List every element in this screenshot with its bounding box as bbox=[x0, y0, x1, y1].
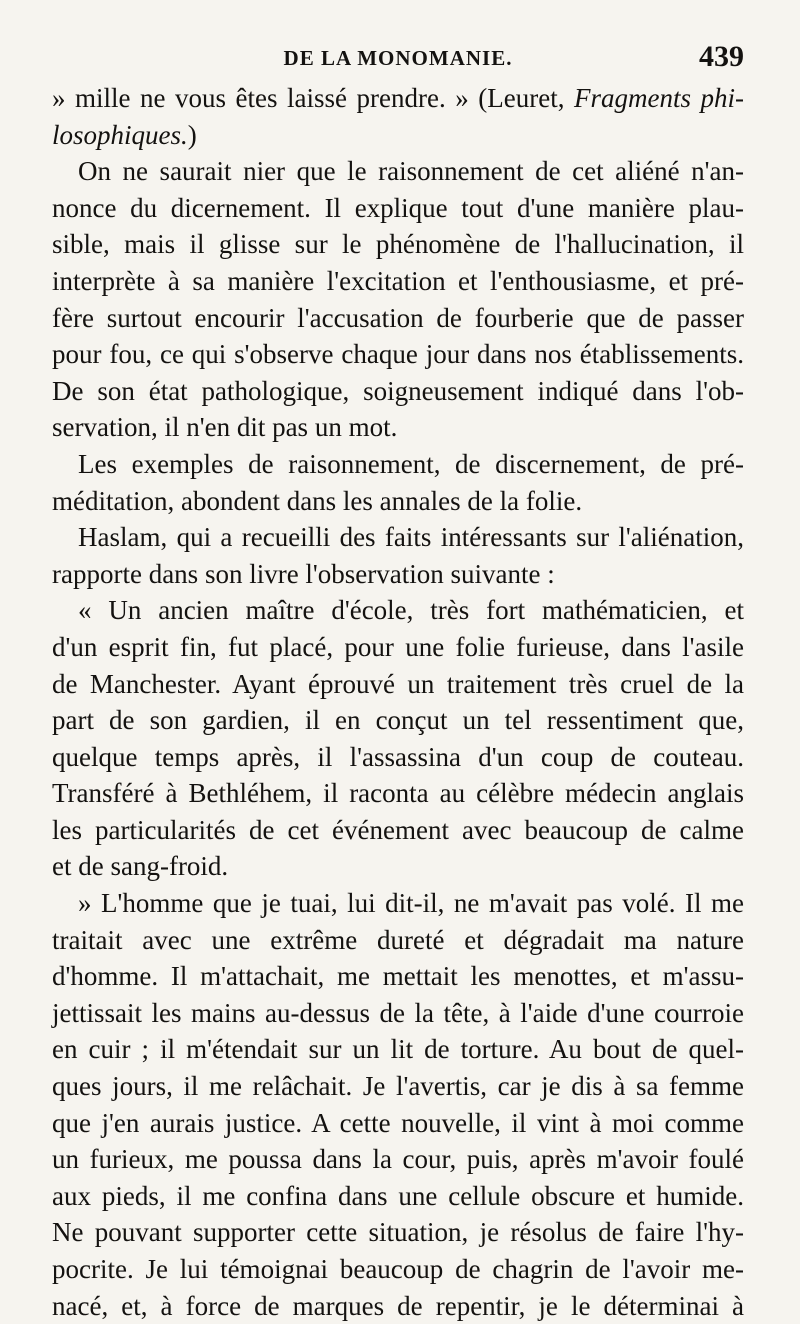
text-line: sible, mais il glisse sur le phénomène de l'hallucination, il bbox=[52, 229, 744, 260]
text-line: nonce du dicernement. Il explique tout d'une manière plau- bbox=[52, 192, 744, 223]
text-line: un furieux, me poussa dans la cour, puis, après m'avoir foulé bbox=[52, 1144, 744, 1175]
text-line: que j'en aurais justice. A cette nouvelle, il vint à moi comme bbox=[52, 1107, 744, 1138]
closing-paren: ) bbox=[187, 119, 197, 150]
text-line: et de sang-froid. bbox=[52, 851, 229, 882]
text-line: nacé, et, à force de marques de repentir, je le déterminai à bbox=[52, 1290, 744, 1321]
text-line: Transféré à Bethléhem, il raconta au célèbre médecin anglais bbox=[52, 778, 744, 809]
text-line: les particularités de cet événement avec beaucoup de calme bbox=[52, 814, 744, 845]
text-line: jettissait les mains au-dessus de la tête, à l'aide d'une courroie bbox=[52, 997, 744, 1028]
text-line: On ne saurait nier que le raisonnement de cet aliéné n'an- bbox=[78, 156, 744, 187]
text-line: ques jours, il me relâchait. Je l'avertis, car je dis à sa femme bbox=[52, 1071, 744, 1102]
text-line bbox=[52, 117, 744, 154]
text-line: de Manchester. Ayant éprouvé un traitement très cruel de la bbox=[52, 668, 744, 699]
italic-title-part-1: Fragments phi- bbox=[574, 83, 745, 113]
text-line: « Un ancien maître d'école, très fort mathématicien, et bbox=[78, 595, 744, 626]
text-line: Les exemples de raisonnement, de discernement, de pré- bbox=[78, 448, 744, 479]
text-line: servation, il n'en dit pas un mot. bbox=[52, 412, 398, 443]
text-line bbox=[52, 80, 744, 117]
text-line: d'homme. Il m'attachait, me mettait les menottes, et m'assu- bbox=[52, 961, 744, 992]
text-line: » L'homme que je tuai, lui dit-il, ne m'avait pas volé. Il me bbox=[78, 888, 744, 919]
text-line: pocrite. Je lui témoignai beaucoup de chagrin de l'avoir me- bbox=[52, 1254, 744, 1284]
running-head: DE LA MONOMANIE. bbox=[283, 46, 513, 70]
text-line: traitait avec une extrême dureté et dégradait ma nature bbox=[52, 924, 744, 955]
text-line: méditation, abondent dans les annales de la folie. bbox=[52, 485, 583, 516]
italic-title-part-2: losophiques. bbox=[52, 119, 188, 150]
text-line-roman: » mille ne vous êtes laissé prendre. » (Leuret, bbox=[52, 83, 574, 113]
text-line: quelque temps après, il l'assassina d'un coup de couteau. bbox=[52, 741, 744, 772]
text-line: De son état pathologique, soigneusement indiqué dans l'ob- bbox=[52, 375, 744, 406]
text-line: Haslam, qui a recueilli des faits intéressants sur l'aliénation, bbox=[78, 522, 744, 553]
text-line: rapporte dans son livre l'observation suivante : bbox=[52, 558, 555, 589]
text-line: Ne pouvant supporter cette situation, je résolus de faire l'hy- bbox=[52, 1217, 744, 1248]
text-line: pour fou, ce qui s'observe chaque jour dans nos établissements. bbox=[52, 339, 744, 370]
text-line: fère surtout encourir l'accusation de fourberie que de passer bbox=[52, 302, 744, 333]
text-line: interprète à sa manière l'excitation et l'enthousiasme, et pré- bbox=[52, 265, 744, 296]
text-line: part de son gardien, il en conçut un tel ressentiment que, bbox=[52, 705, 744, 736]
text-line: d'un esprit fin, fut placé, pour une folie furieuse, dans l'asile bbox=[52, 631, 744, 662]
page-header bbox=[52, 40, 744, 80]
text-line: en cuir ; il m'étendait sur un lit de torture. Au bout de quel- bbox=[52, 1034, 744, 1065]
page-number: 439 bbox=[699, 40, 744, 73]
text-line: aux pieds, il me confina dans une cellule obscure et humide. bbox=[52, 1180, 744, 1211]
page-body bbox=[52, 80, 744, 1324]
